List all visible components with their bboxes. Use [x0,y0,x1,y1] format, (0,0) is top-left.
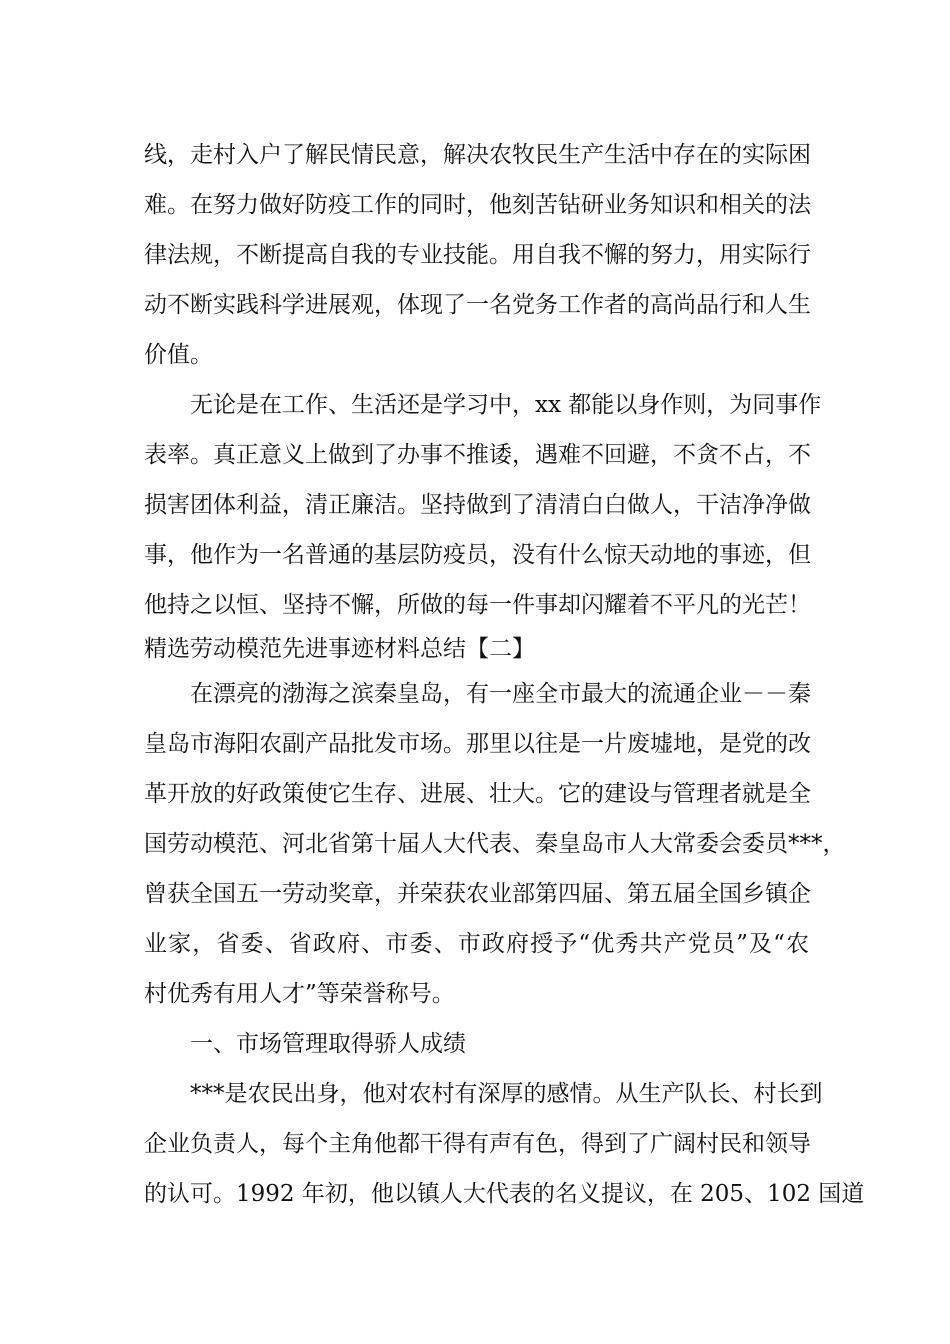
text-line: 的认可。1992 年初，他以镇人大代表的名义提议，在 205、102 国道 [144,1181,865,1207]
text-line: 在漂亮的渤海之滨秦皇岛，有一座全市最大的流通企业－－秦 [190,681,811,707]
text-line: 事，他作为一名普通的基层防疫员，没有什么惊天动地的事迹，但 [144,542,811,568]
paragraph-3 [144,669,846,1019]
text-line: 律法规，不断提高自我的专业技能。用自我不懈的努力，用实际行 [144,242,811,268]
text-line: 难。在努力做好防疫工作的同时，他刻苦钻研业务知识和相关的法 [144,192,811,218]
paragraph-1 [144,130,809,380]
paragraph-2 [144,380,822,630]
text-line: 表率。真正意义上做到了办事不推诿，遇难不回避，不贪不占，不 [144,442,811,468]
paragraph-4 [144,1069,865,1219]
text-line: 皇岛市海阳农副产品批发市场。那里以往是一片废墟地，是党的改 [144,731,811,757]
text-line: 业家，省委、省政府、市委、市政府授予“优秀共产党员”及“农 [144,931,809,957]
text-line: 线，走村入户了解民情民意，解决农牧民生产生活中存在的实际困 [144,142,811,168]
text-line: 革开放的好政策使它生存、进展、壮大。它的建设与管理者就是全 [144,781,811,807]
document-body [144,130,865,1219]
text-line: 村优秀有用人才”等荣誉称号。 [144,981,455,1007]
subsection-title: 一、市场管理取得骄人成绩 [190,1031,466,1057]
text-line: 动不断实践科学进展观，体现了一名党务工作者的高尚品行和人生 [144,292,811,318]
text-line: 价值。 [144,342,213,368]
section-heading: 精选劳动模范先进事迹材料总结【二】 [144,636,535,662]
text-line: 国劳动模范、河北省第十届人大代表、秦皇岛市人大常委会委员***， [144,831,846,857]
text-line: 损害团体利益，清正廉洁。坚持做到了清清白白做人，干洁净净做 [144,492,811,518]
text-line: 无论是在工作、生活还是学习中，xx 都能以身作则，为同事作 [190,392,822,418]
text-line: 曾获全国五一劳动奖章，并荣获农业部第四届、第五届全国乡镇企 [144,881,811,907]
text-line: 他持之以恒、坚持不懈，所做的每一件事却闪耀着不平凡的光芒！ [144,592,811,618]
text-line: 企业负责人，每个主角他都干得有声有色，得到了广阔村民和领导 [144,1131,811,1157]
text-line: ***是农民出身，他对农村有深厚的感情。从生产队长、村长到 [190,1081,823,1107]
